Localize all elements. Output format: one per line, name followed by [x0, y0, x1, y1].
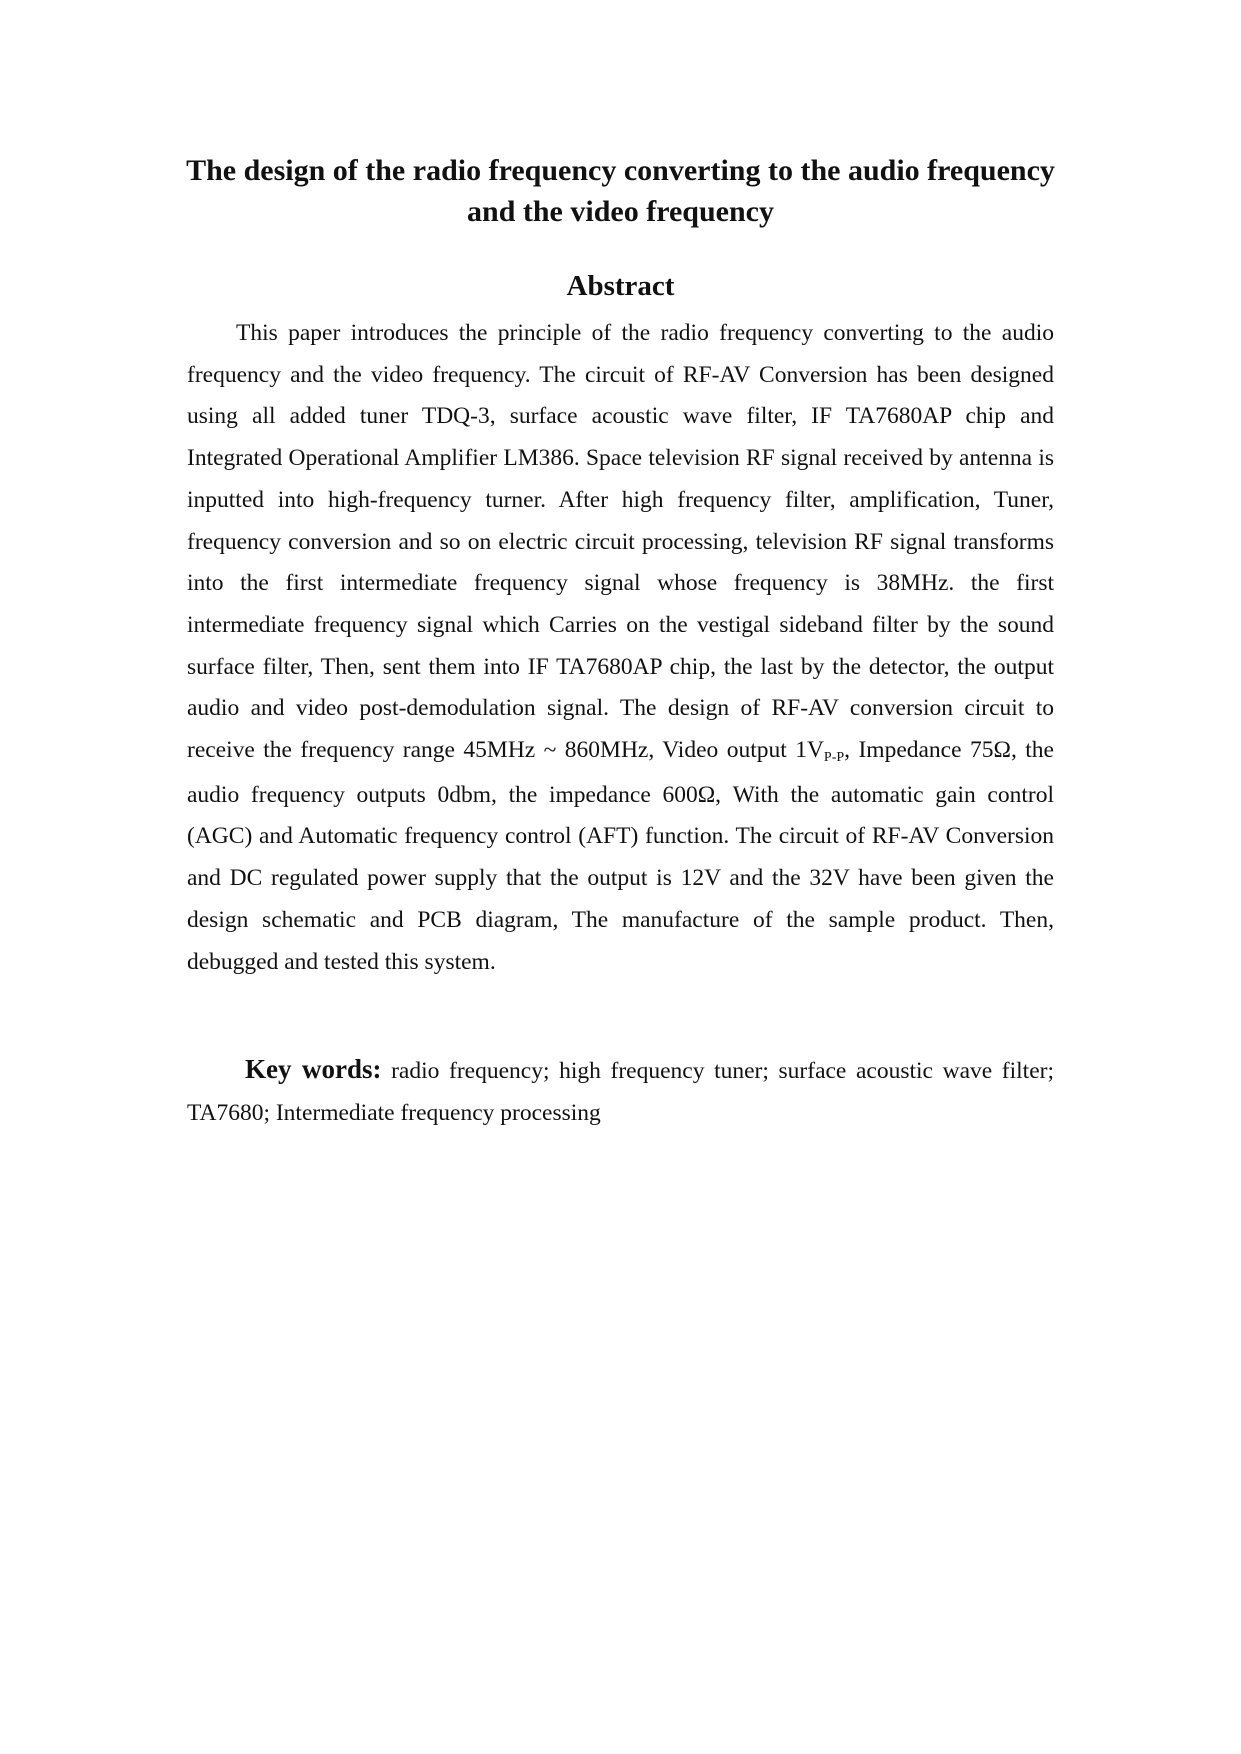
keywords-paragraph: [187, 1049, 1054, 1134]
abstract-text: [187, 313, 1054, 983]
abstract-heading: Abstract: [566, 270, 675, 302]
abstract-text-part1: This paper introduces the principle of the radio frequency converting to the audio frequency and the video frequency. The circuit of RF-AV Conversion has been designed using all added tuner TDQ-3, surface acoustic wave filter, IF TA7680AP chip and Integrated Operational Amplifier LM386. Space television RF signal received by antenna is inputted into high-frequency turner. After high frequency filter, amplification, Tuner, frequency conversion and so on electric circuit processing, television RF signal transforms into the first intermediate frequency signal whose frequency is 38MHz. the first intermediate frequency signal which Carries on the vestigal sideband filter by the sound surface filter, Then, sent them into IF TA7680AP chip, the last by the detector, the output audio and video post-demodulation signal. The design of RF-AV conversion circuit to receive the frequency range 45MHz ~ 860MHz, Video output 1V: [187, 320, 1054, 764]
paper-title: The design of the radio frequency converting to the audio frequency and the video frequency: [186, 154, 1055, 228]
keywords-text: radio frequency; high frequency tuner; surface acoustic wave filter; TA7680; Intermediate frequency processing: [187, 1058, 1055, 1126]
abstract-text-part2: , Impedance 75Ω, the audio frequency outputs 0dbm, the impedance 600Ω, With the automatic gain control (AGC) and Automatic frequency control (AFT) function. The circuit of RF-AV Conversion and DC regulated power supply that the output is 12V and the 32V have been given the design schematic and PCB diagram, The manufacture of the sample product. Then, debugged and tested this system.: [187, 737, 1054, 975]
abstract-subscript: P-P: [823, 750, 845, 766]
keywords-label: Key words:: [245, 1054, 382, 1084]
